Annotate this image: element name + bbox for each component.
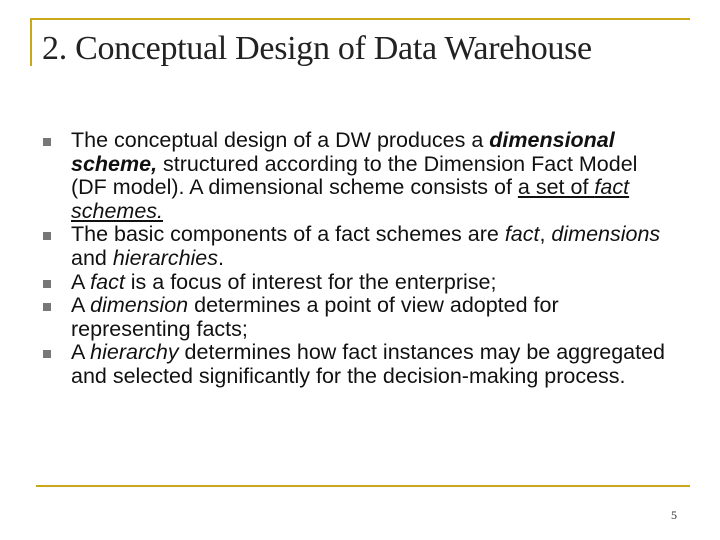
bullet-text: A xyxy=(71,293,91,318)
bullet-item-basic-components xyxy=(38,223,678,270)
title-frame-top-rule xyxy=(30,18,690,20)
bullet-text: A xyxy=(71,340,91,365)
bullet-text: The basic components of a fact schemes are xyxy=(71,222,505,247)
underlined-text-part: a set of xyxy=(517,175,595,200)
slide-title: 2. Conceptual Design of Data Warehouse xyxy=(42,30,592,67)
title-frame-left-rule xyxy=(30,18,32,66)
bullet-text: structured according to the Dimension Fact Model (DF model). A dimensional scheme consists of xyxy=(71,151,638,200)
italic-term: fact xyxy=(90,269,125,294)
footer-rule xyxy=(36,485,690,487)
bullet-text: . xyxy=(218,245,225,270)
bullet-text: and xyxy=(71,245,113,270)
italic-term: hierarchy xyxy=(90,340,179,365)
italic-term: dimensions xyxy=(551,222,661,247)
square-bullet-icon xyxy=(43,138,51,146)
bullet-text: , xyxy=(539,222,552,247)
bullet-text: A xyxy=(71,269,91,294)
bullet-text: The conceptual design of a DW produces a xyxy=(71,128,490,152)
bullet-item-dimensional-scheme xyxy=(38,129,678,223)
bullet-item-dimension xyxy=(38,294,678,341)
bullet-list xyxy=(38,129,678,389)
square-bullet-icon xyxy=(43,280,51,288)
bullet-text: is a focus of interest for the enterprise; xyxy=(124,269,497,294)
italic-term: hierarchies xyxy=(112,245,219,270)
square-bullet-icon xyxy=(43,232,51,240)
underlined-italic-text: fact schemes. xyxy=(71,175,630,223)
italic-term: dimension xyxy=(90,293,189,318)
emphasis-text: dimensional scheme, xyxy=(71,128,615,176)
bullet-text: determines a point of view adopted for representing facts; xyxy=(71,293,559,341)
page-number: 5 xyxy=(671,508,677,522)
bullet-item-hierarchy xyxy=(38,341,678,388)
square-bullet-icon xyxy=(43,350,51,358)
bullet-item-fact xyxy=(38,271,678,295)
italic-term: fact xyxy=(504,222,540,247)
bullet-text: determines how fact instances may be aggregated and selected significantly for the decision-making process. xyxy=(71,340,665,388)
square-bullet-icon xyxy=(43,303,51,311)
